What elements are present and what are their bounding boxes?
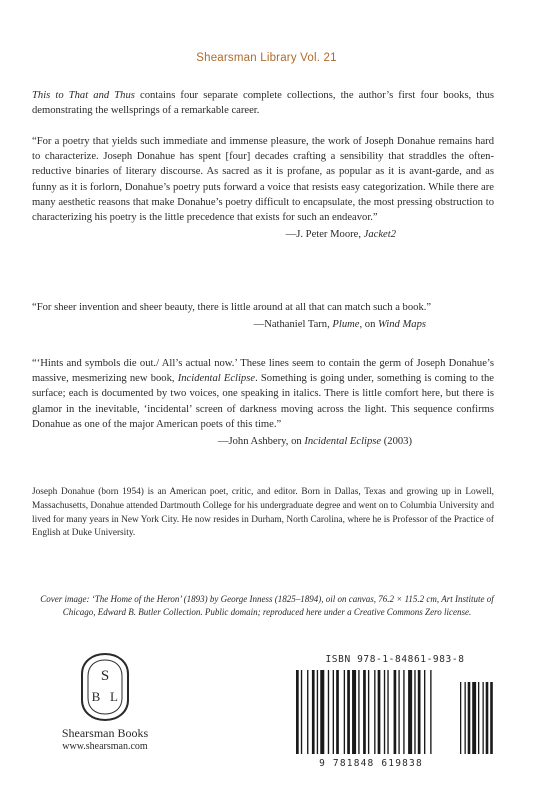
blurb-tarn-text: “For sheer invention and sheer beauty, there is little around at all that can match such a book.” (32, 302, 432, 313)
svg-text:B: B (91, 689, 101, 704)
cover-credit: Cover image: ‘The Home of the Heron’ (1893) by George Inness (1825–1894), oil on canvas, 76.2 × 115.2 cm, Art Institute of Chicago, Edward B. Butler Collection. Public domain; reproduced here under a Creative Commons Zero license. (40, 594, 494, 617)
blurb-tarn (32, 300, 494, 332)
blurb-tarn-attribution (32, 317, 494, 332)
blurb-tarn-book: Wind Maps (378, 319, 426, 331)
barcode-addon-code: 90000 (464, 669, 496, 680)
blurb-ashbery (32, 356, 494, 449)
blurb-tarn-author: —Nathaniel Tarn, (253, 319, 333, 331)
blurb-moore-text: “For a poetry that yields such immediate and immense pleasure, the work of Joseph Donahue remains hard to characterize. Joseph Donahue has spent [four] decades crafting a sensibility that straddles the often-reductive binaries of literary discourse. As sacred as it is profane, as popular as it is avant-garde, and as funny as it is forlorn, Donahue’s poetry puts forward a voice that resists easy categorization. While there are many aesthetic reasons that make Donahue’s poetry difficult to encapsulate, the most pressing obstruction to characterizing his poetry is the little precedence that exists for such an endeavor.” (32, 136, 494, 224)
blurb-tarn-on: , on (359, 319, 379, 331)
author-bio: Joseph Donahue (born 1954) is an American poet, critic, and editor. Born in Dallas, Texas and growing up in Lowell, Massachusetts, Donahue attended Dartmouth College for his undergraduate degree and went on to Columbia University and lived for many years in New York City. He now resides in Durham, North Carolina, where he is Professor of the Practice of English at Duke University. (32, 487, 494, 539)
blurb-moore-attribution (32, 227, 494, 242)
svg-text:S: S (100, 668, 110, 684)
blurb-ashbery-source: Incidental Eclipse (304, 436, 382, 448)
blurb-moore (32, 134, 494, 242)
blurb-ashbery-book: Incidental Eclipse (177, 373, 256, 385)
barcode-icon (290, 670, 500, 762)
publisher-logo (60, 652, 150, 752)
intro-title: This to That and Thus (32, 90, 135, 101)
blurb-ashbery-author: —John Ashbery, on (217, 436, 305, 448)
shearsman-logo-icon (74, 652, 136, 722)
blurb-ashbery-attribution (32, 434, 494, 449)
blurb-ashbery-text (32, 356, 494, 432)
blurb-ashbery-year: (2003) (381, 436, 412, 448)
publisher-name: Shearsman Books (61, 726, 149, 740)
barcode-digits: 9 781848 619838 (319, 758, 423, 769)
blurb-ashbery-text-a: “‘Hints and symbols die out./ All’s actual now.’ These lines seem to contain the germ of Joseph Donahue’s massive, mesmerizing new book, (32, 358, 494, 385)
series-label: Shearsman Library Vol. 21 (196, 52, 337, 64)
blurb-moore-author: —J. Peter Moore, (285, 229, 364, 241)
publisher-url: www.shearsman.com (62, 741, 148, 752)
svg-text:L: L (110, 689, 118, 704)
blurb-moore-source: Jacket2 (363, 229, 396, 241)
isbn-label: ISBN 978-1-84861-983-8 (325, 654, 465, 665)
intro-paragraph (32, 88, 494, 118)
blurb-tarn-source: Plume (332, 319, 360, 331)
blurb-ashbery-text-b: . Something is going under, something is coming to the surface; each is documented by two voices, one speaking in italics. There is little comfort here, but there is glamor in the inevitable, ‘incidental’ screen of darkness moving across the light. This sequence confirms Donahue as one of the major American poets of this time.” (32, 373, 495, 430)
intro-text: contains four separate complete collections, the author’s first four books, thus demonstrating the wellsprings of a remarkable career. (32, 90, 494, 117)
